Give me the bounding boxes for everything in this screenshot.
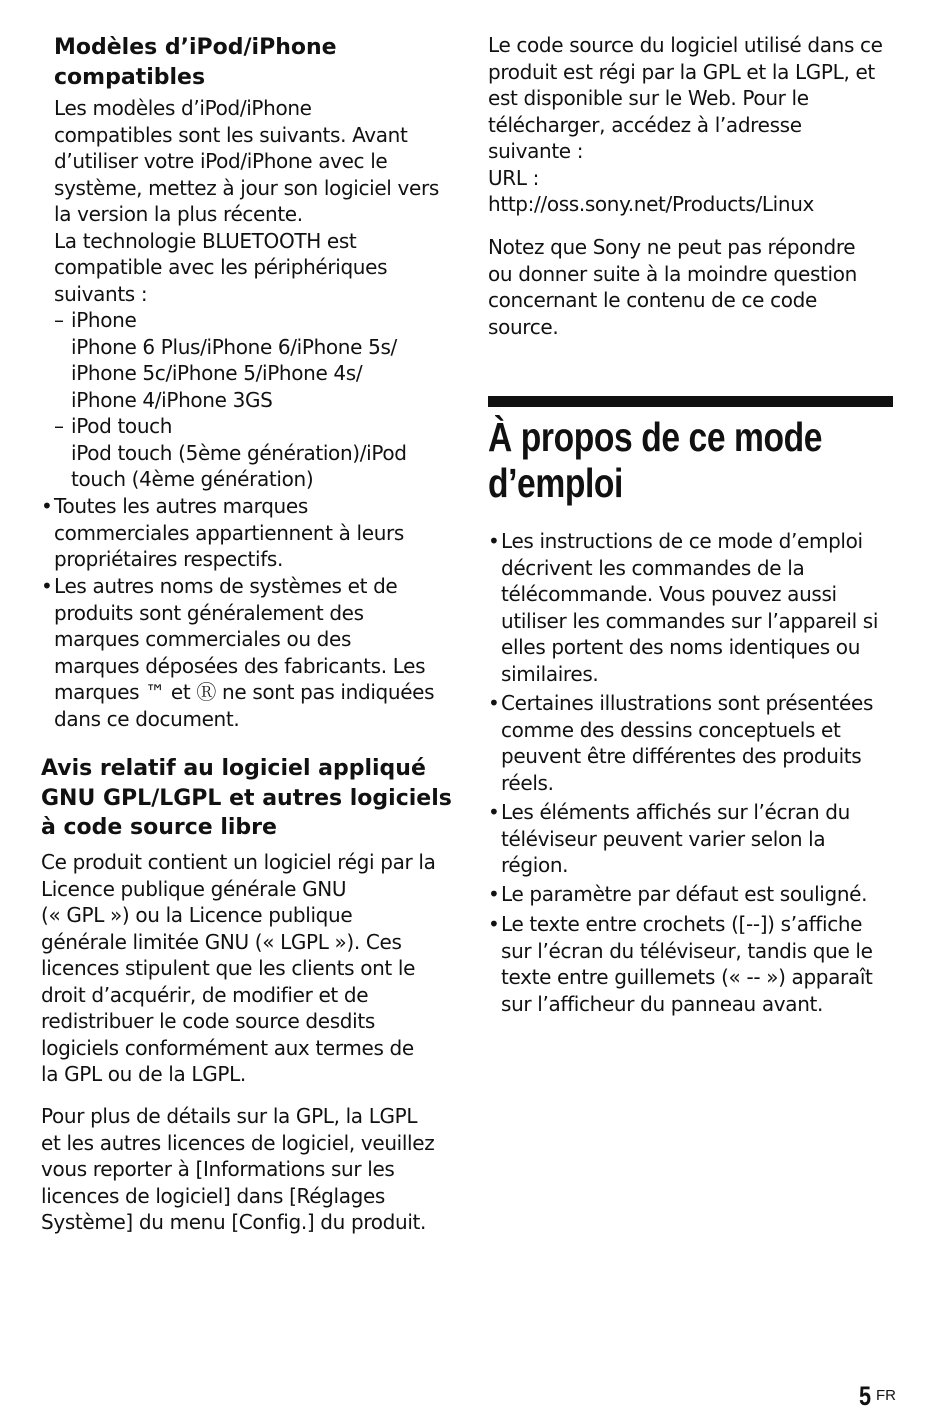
text-line: comme des dessins conceptuels et [501, 717, 841, 742]
heading-gpl-notice [41, 754, 452, 843]
text-line: marques déposées des fabricants. Les [54, 653, 426, 678]
heading-line: Avis relatif au logiciel appliqué [41, 756, 426, 781]
text-line: Les autres noms de systèmes et de [54, 574, 398, 598]
text-line: Le paramètre par défaut est souligné. [501, 882, 868, 906]
gpl-paragraph-1 [41, 849, 435, 1088]
section-title [488, 414, 832, 506]
text-line: produit est régi par la GPL et la LGPL, et [488, 59, 875, 84]
text-line: source. [488, 314, 559, 339]
bullet-item-text [501, 881, 867, 908]
text-line: compatible avec les périphériques [54, 255, 388, 279]
page-language-code: FR [876, 1387, 896, 1404]
title-line: À propos de ce mode [488, 414, 823, 460]
text-line [54, 679, 434, 706]
bullet-item-text [54, 573, 434, 732]
text-line: Ce produit contient un logiciel régi par la [41, 850, 436, 874]
dash-marker: – [54, 308, 64, 332]
text-line: droit d’acquérir, de modifier et de [41, 982, 369, 1007]
text-line: vous reporter à [Informations sur les [41, 1157, 395, 1181]
text-line: ou donner suite à la moindre question [488, 261, 857, 286]
bullet-marker: • [488, 691, 500, 715]
text-line: Les éléments affichés sur l’écran du [501, 800, 850, 824]
text-line: Notez que Sony ne peut pas répondre [488, 235, 856, 259]
text-line: commerciales appartiennent à leurs [54, 520, 404, 545]
text-line: télécommande. Vous pouvez aussi [501, 582, 837, 606]
bullet-marker: • [41, 574, 53, 598]
text-line: licences de logiciel] dans [Réglages [41, 1183, 385, 1208]
dash-marker: – [54, 414, 64, 438]
text-line: télécharger, accédez à l’adresse [488, 112, 802, 137]
page-number: 5 [859, 1381, 872, 1411]
text-fragment: ne sont pas indiquées [216, 680, 435, 704]
bullet-marker: • [41, 494, 53, 518]
text-line: iPhone 4/iPhone 3GS [71, 387, 273, 412]
text-line: Les modèles d’iPod/iPhone [54, 96, 312, 120]
text-line: Le code source du logiciel utilisé dans ce [488, 33, 883, 57]
text-line: Pour plus de détails sur la GPL, la LGPL [41, 1104, 418, 1128]
text-line: propriétaires respectifs. [54, 547, 283, 571]
section-rule [488, 396, 893, 407]
text-line: générale limitée GNU (« LGPL »). Ces [41, 929, 402, 954]
text-line: dans ce document. [54, 706, 240, 731]
text-line: elles portent des noms identiques ou [501, 635, 861, 659]
text-line: logiciels conformément aux termes de [41, 1035, 414, 1060]
bullet-item-text [501, 690, 873, 796]
source-code-paragraph [488, 32, 883, 218]
text-line: téléviseur peuvent varier selon la [501, 826, 826, 851]
text-line: système, mettez à jour son logiciel vers [54, 175, 439, 200]
title-line: d’emploi [488, 460, 623, 506]
bullet-item-text [501, 911, 873, 1017]
bullet-marker: • [488, 882, 500, 906]
text-line: Système] du menu [Config.] du produit. [41, 1210, 427, 1234]
heading-line: Modèles d’iPod/iPhone [54, 35, 337, 60]
text-line: Le texte entre crochets ([--]) s’affiche [501, 912, 863, 936]
bullet-marker: • [488, 800, 500, 824]
heading-line: compatibles [54, 64, 206, 90]
text-line: Les instructions de ce mode d’emploi [501, 529, 863, 553]
text-line: Certaines illustrations sont présentées [501, 691, 874, 715]
text-line: (« GPL ») ou la Licence publique [41, 903, 353, 927]
text-line: Toutes les autres marques [54, 494, 308, 518]
text-line: la GPL ou de la LGPL. [41, 1062, 246, 1086]
text-line: suivante : [488, 139, 584, 163]
text-line: réels. [501, 770, 554, 795]
text-line: d’utiliser votre iPod/iPhone avec le [54, 149, 388, 173]
text-line: région. [501, 853, 569, 877]
source-url: http://oss.sony.net/Products/Linux [488, 192, 815, 216]
text-line: sur l’écran du téléviseur, tandis que le [501, 938, 873, 963]
heading-line: GNU GPL/LGPL et autres logiciels [41, 785, 452, 811]
text-line: peuvent être différentes des produits [501, 744, 862, 768]
text-line: La technologie BLUETOOTH est [54, 228, 357, 253]
bullet-marker: • [488, 529, 500, 553]
sony-disclaimer-paragraph [488, 234, 857, 340]
text-line: décrivent les commandes de la [501, 555, 805, 580]
bullet-item-text [501, 528, 878, 687]
dash-item-text [71, 307, 397, 413]
text-line: et les autres licences de logiciel, veuillez [41, 1130, 435, 1155]
text-line: iPhone 5c/iPhone 5/iPhone 4s/ [71, 361, 363, 385]
text-line: suivants : [54, 281, 148, 306]
compat-intro-paragraph [54, 95, 439, 307]
bullet-item-text [54, 493, 404, 573]
text-line: similaires. [501, 661, 599, 686]
bullet-marker: • [488, 912, 500, 936]
text-line: iPhone 6 Plus/iPhone 6/iPhone 5s/ [71, 334, 397, 359]
text-line: touch (4ème génération) [71, 467, 314, 491]
text-line: marques commerciales ou des [54, 627, 352, 651]
gpl-paragraph-2 [41, 1103, 434, 1236]
text-line: URL : [488, 165, 540, 190]
dash-item-text [71, 413, 407, 493]
text-line: redistribuer le code source desdits [41, 1009, 375, 1033]
text-line: Licence publique générale GNU [41, 876, 347, 901]
text-line: iPod touch [71, 414, 173, 438]
text-line: la version la plus récente. [54, 202, 303, 226]
text-line: utiliser les commandes sur l’appareil si [501, 608, 879, 633]
text-line: produits sont généralement des [54, 600, 364, 625]
text-line: sur l’afficheur du panneau avant. [501, 991, 824, 1016]
text-line: iPhone [71, 308, 137, 332]
bullet-item-text [501, 799, 850, 879]
text-line: texte entre guillemets (« -- ») apparaît [501, 965, 873, 989]
text-line: concernant le contenu de ce code [488, 288, 817, 312]
text-fragment: marques ™ et [54, 680, 197, 704]
heading-line: à code source libre [41, 815, 277, 840]
text-line: compatibles sont les suivants. Avant [54, 122, 408, 147]
registered-symbol: Ⓡ [196, 680, 217, 704]
text-line: iPod touch (5ème génération)/iPod [71, 440, 407, 465]
heading-compatible-models [54, 33, 337, 92]
text-line: est disponible sur le Web. Pour le [488, 86, 809, 110]
text-line: licences stipulent que les clients ont le [41, 956, 416, 980]
